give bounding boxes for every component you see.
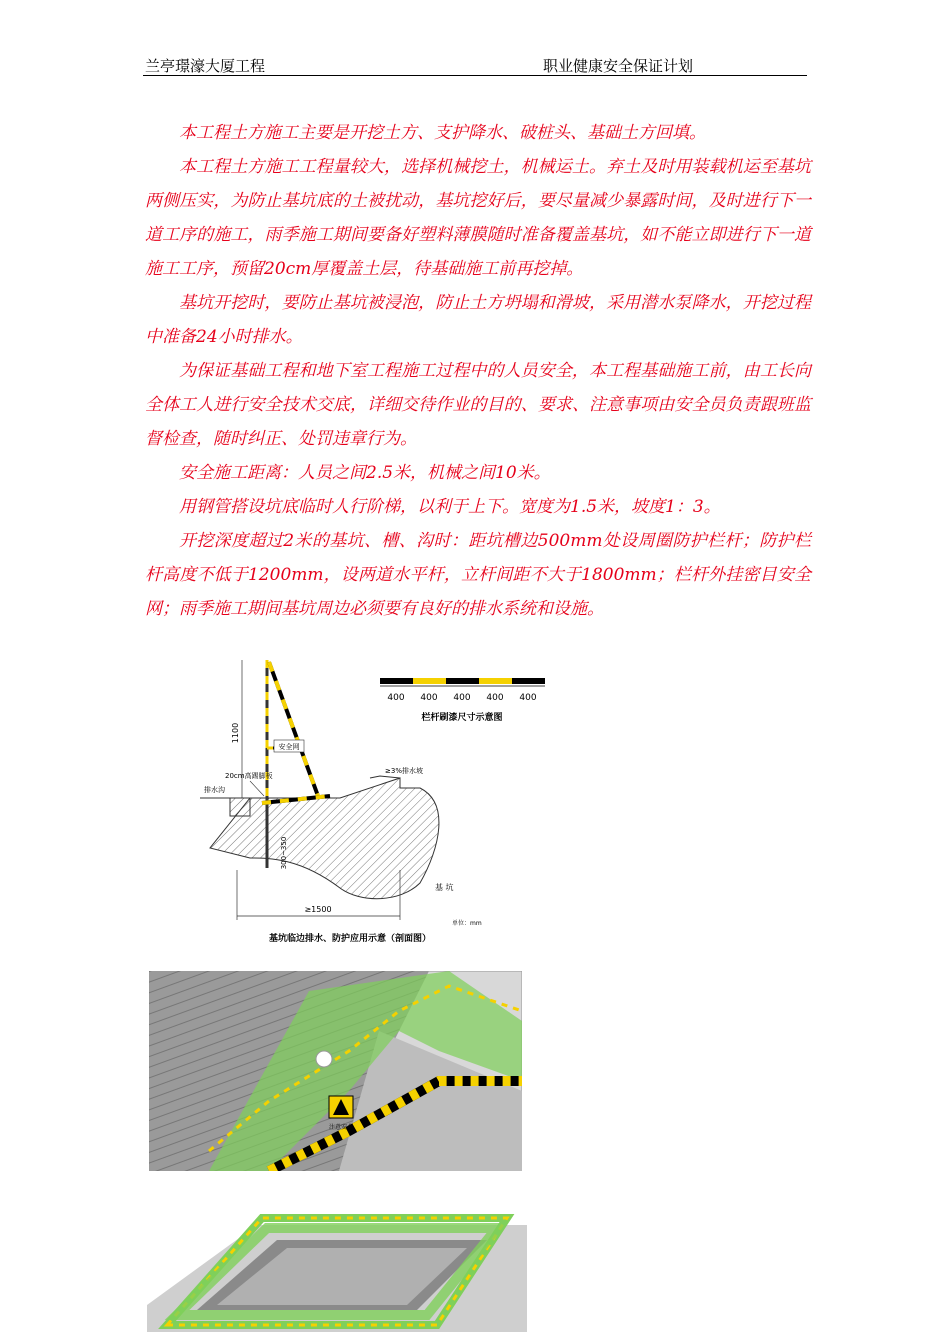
body-text (145, 116, 811, 626)
unit-label: 单位：mm (452, 920, 482, 927)
label-dim-vertical: 300~350 (280, 836, 288, 870)
paint-dim: 400 (453, 693, 471, 703)
paragraph: 为保证基础工程和地下室工程施工过程中的人员安全，本工程基础施工前，由工长向全体工人进行安全技术交底，详细交待作业的目的、要求、注意事项由安全员负责跟班监督检查，随时纠正、处罚违章行为。 (145, 361, 811, 449)
label-drain-slope: ≥3%排水坡 (385, 767, 423, 775)
header-project-name: 兰亭璟濠大厦工程 (145, 57, 266, 75)
paint-dim: 400 (420, 693, 438, 703)
paragraph: 本工程土方施工主要是开挖土方、支护降水、破桩头、基础土方回填。 (179, 123, 706, 143)
figure1-caption: 基坑临边排水、防护应用示意（剖面图） (268, 934, 432, 944)
paragraph: 安全施工距离：人员之间2.5米，机械之间10米。 (179, 463, 551, 483)
warning-sign-label: 注意安全 (328, 1124, 354, 1131)
page-header (143, 55, 807, 76)
label-ditch: 排水沟 (204, 786, 225, 794)
paragraph: 开挖深度超过2米的基坑、槽、沟时：距坑槽边500mm处设周圈防护栏杆；防护栏杆高度不低于1200mm，设两道水平杆，立杆间距不大于1800mm；栏杆外挂密目安全网；雨季施工期间基坑周边必须要有良好的排水系统和设施。 (145, 531, 811, 619)
label-safety-net: 安全网 (278, 743, 300, 751)
paragraph: 基坑开挖时，要防止基坑被浸泡，防止土方坍塌和滑坡，采用潜水泵降水，开挖过程中准备24小时排水。 (145, 293, 811, 347)
paint-dim: 400 (387, 693, 405, 703)
paint-dim: 400 (519, 693, 537, 703)
pit-edge-section-diagram (190, 648, 560, 948)
paint-caption: 栏杆刷漆尺寸示意图 (421, 713, 503, 723)
paragraph: 用钢管搭设坑底临时人行阶梯，以利于上下。宽度为1.5米，坡度1：3。 (179, 497, 721, 517)
paint-dim: 400 (486, 693, 504, 703)
paint-dimension-bar (380, 678, 545, 723)
dim-1500: ≥1500 (304, 905, 332, 914)
dim-1100: 1100 (231, 722, 240, 744)
label-pit: 基 坑 (435, 883, 454, 892)
pit-fence-perspective-2 (147, 1210, 527, 1332)
header-document-title: 职业健康安全保证计划 (543, 57, 694, 75)
paragraph: 本工程土方施工工程量较大，选择机械挖土，机械运土。弃土及时用装载机运至基坑两侧压实，为防止基坑底的土被扰动，基坑挖好后，要尽量减少暴露时间，及时进行下一道工序的施工，雨季施工期间要备好塑料薄膜随时准备覆盖基坑，如不能立即进行下一道施工工序，预留20cm厚覆盖土层，待基础施工前再挖掉。 (145, 157, 811, 279)
pit-fence-perspective-1 (149, 971, 522, 1171)
label-toe-board: 20cm高踢脚板 (225, 772, 273, 780)
